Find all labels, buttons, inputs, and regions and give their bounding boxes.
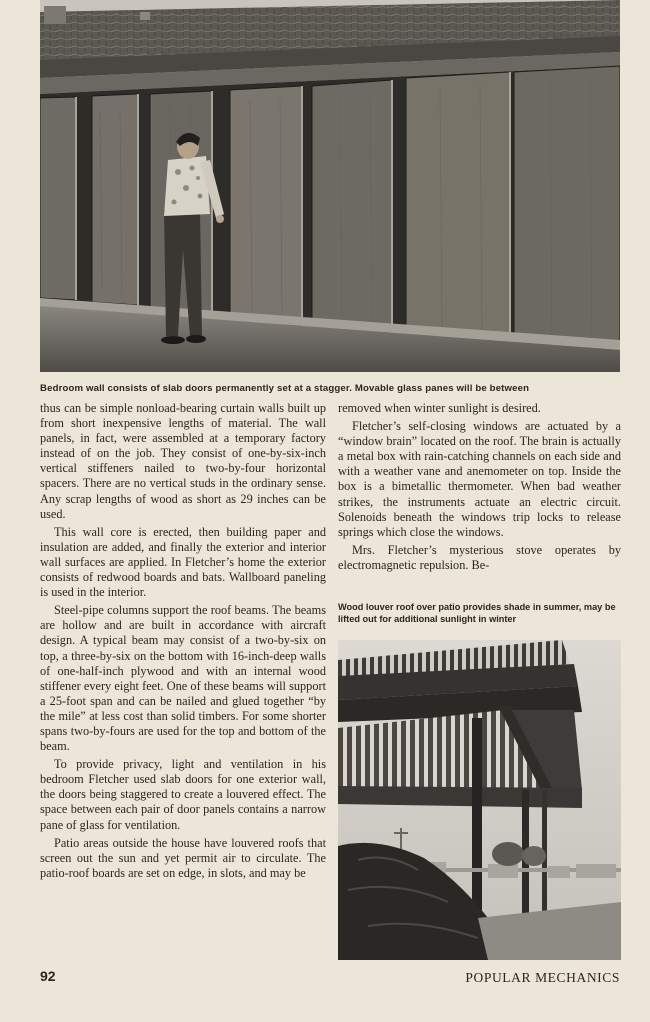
patio-photo-caption: Wood louver roof over patio provides shade in summer, may be lifted out for additional sunlight in winter [338, 602, 616, 625]
bedroom-wall-photo [40, 0, 620, 372]
left-text-column [40, 401, 326, 881]
paragraph: thus can be simple nonload-bearing curtain walls built up from short inexpensive lengths of material. The wall panels, in fact, were assembled at a temporary factory instead of on the job. They consist of one-by-six-inch vertical stiffeners nailed to two-by-four horizontal spacers. There are no vertical studs in the ordinary sense. Any scrap lengths of wood as short as 29 inches can be used. [40, 401, 326, 521]
paragraph: Patio areas outside the house have louvered roofs that screen out the sun and yet permit air to circulate. The patio-roof boards are set on edge, in slots, and may be [40, 835, 326, 880]
paragraph: Mrs. Fletcher’s mysterious stove operates by electromagnetic repulsion. Be- [338, 542, 621, 572]
paragraph: To provide privacy, light and ventilation in his bedroom Fletcher used slab doors for one exterior wall, the doors being staggered to create a louvered effect. The space between each pair of door panels contains a narrow pane of glass for ventilation. [40, 757, 326, 832]
paragraph: This wall core is erected, then building paper and insulation are added, and finally the exterior and interior wall surfaces are applied. In Fletcher’s home the exterior consists of redwood boards and bats. Wallboard paneling is used in the interior. [40, 524, 326, 600]
paragraph: Steel-pipe columns support the roof beams. The beams are hollow and are built in accordance with aircraft design. A typical beam may consist of a two-by-six on top, a three-by-six on the bottom with 16-inch-deep walls of one-half-inch plywood and with an internal wood stiffener every eight feet. One of these beams will support a 25-foot span and can be nailed and glued together “by the mile” at less cost than solid timbers. For some shorter spans two-by-fours are used for the top and bottom of the beam. [40, 603, 326, 754]
patio-louver-roof-photo [338, 640, 621, 960]
top-photo-caption: Bedroom wall consists of slab doors permanently set at a stagger. Movable glass panes will be between [40, 383, 530, 394]
paragraph: removed when winter sunlight is desired. [338, 401, 541, 415]
paragraph: Fletcher’s self-closing windows are actuated by a “window brain” located on the roof. The brain is actually a metal box with rain-catching channels on each side and with a weather vane and anemometer on top. Inside the box is a bimetallic thermometer. When bad weather strikes, the instruments actuate an electric circuit. Solenoids beneath the windows trip locks to release springs which close the windows. [338, 419, 621, 539]
right-text-column [338, 401, 621, 573]
magazine-name: POPULAR MECHANICS [465, 970, 620, 985]
page-number: 92 [40, 968, 56, 984]
